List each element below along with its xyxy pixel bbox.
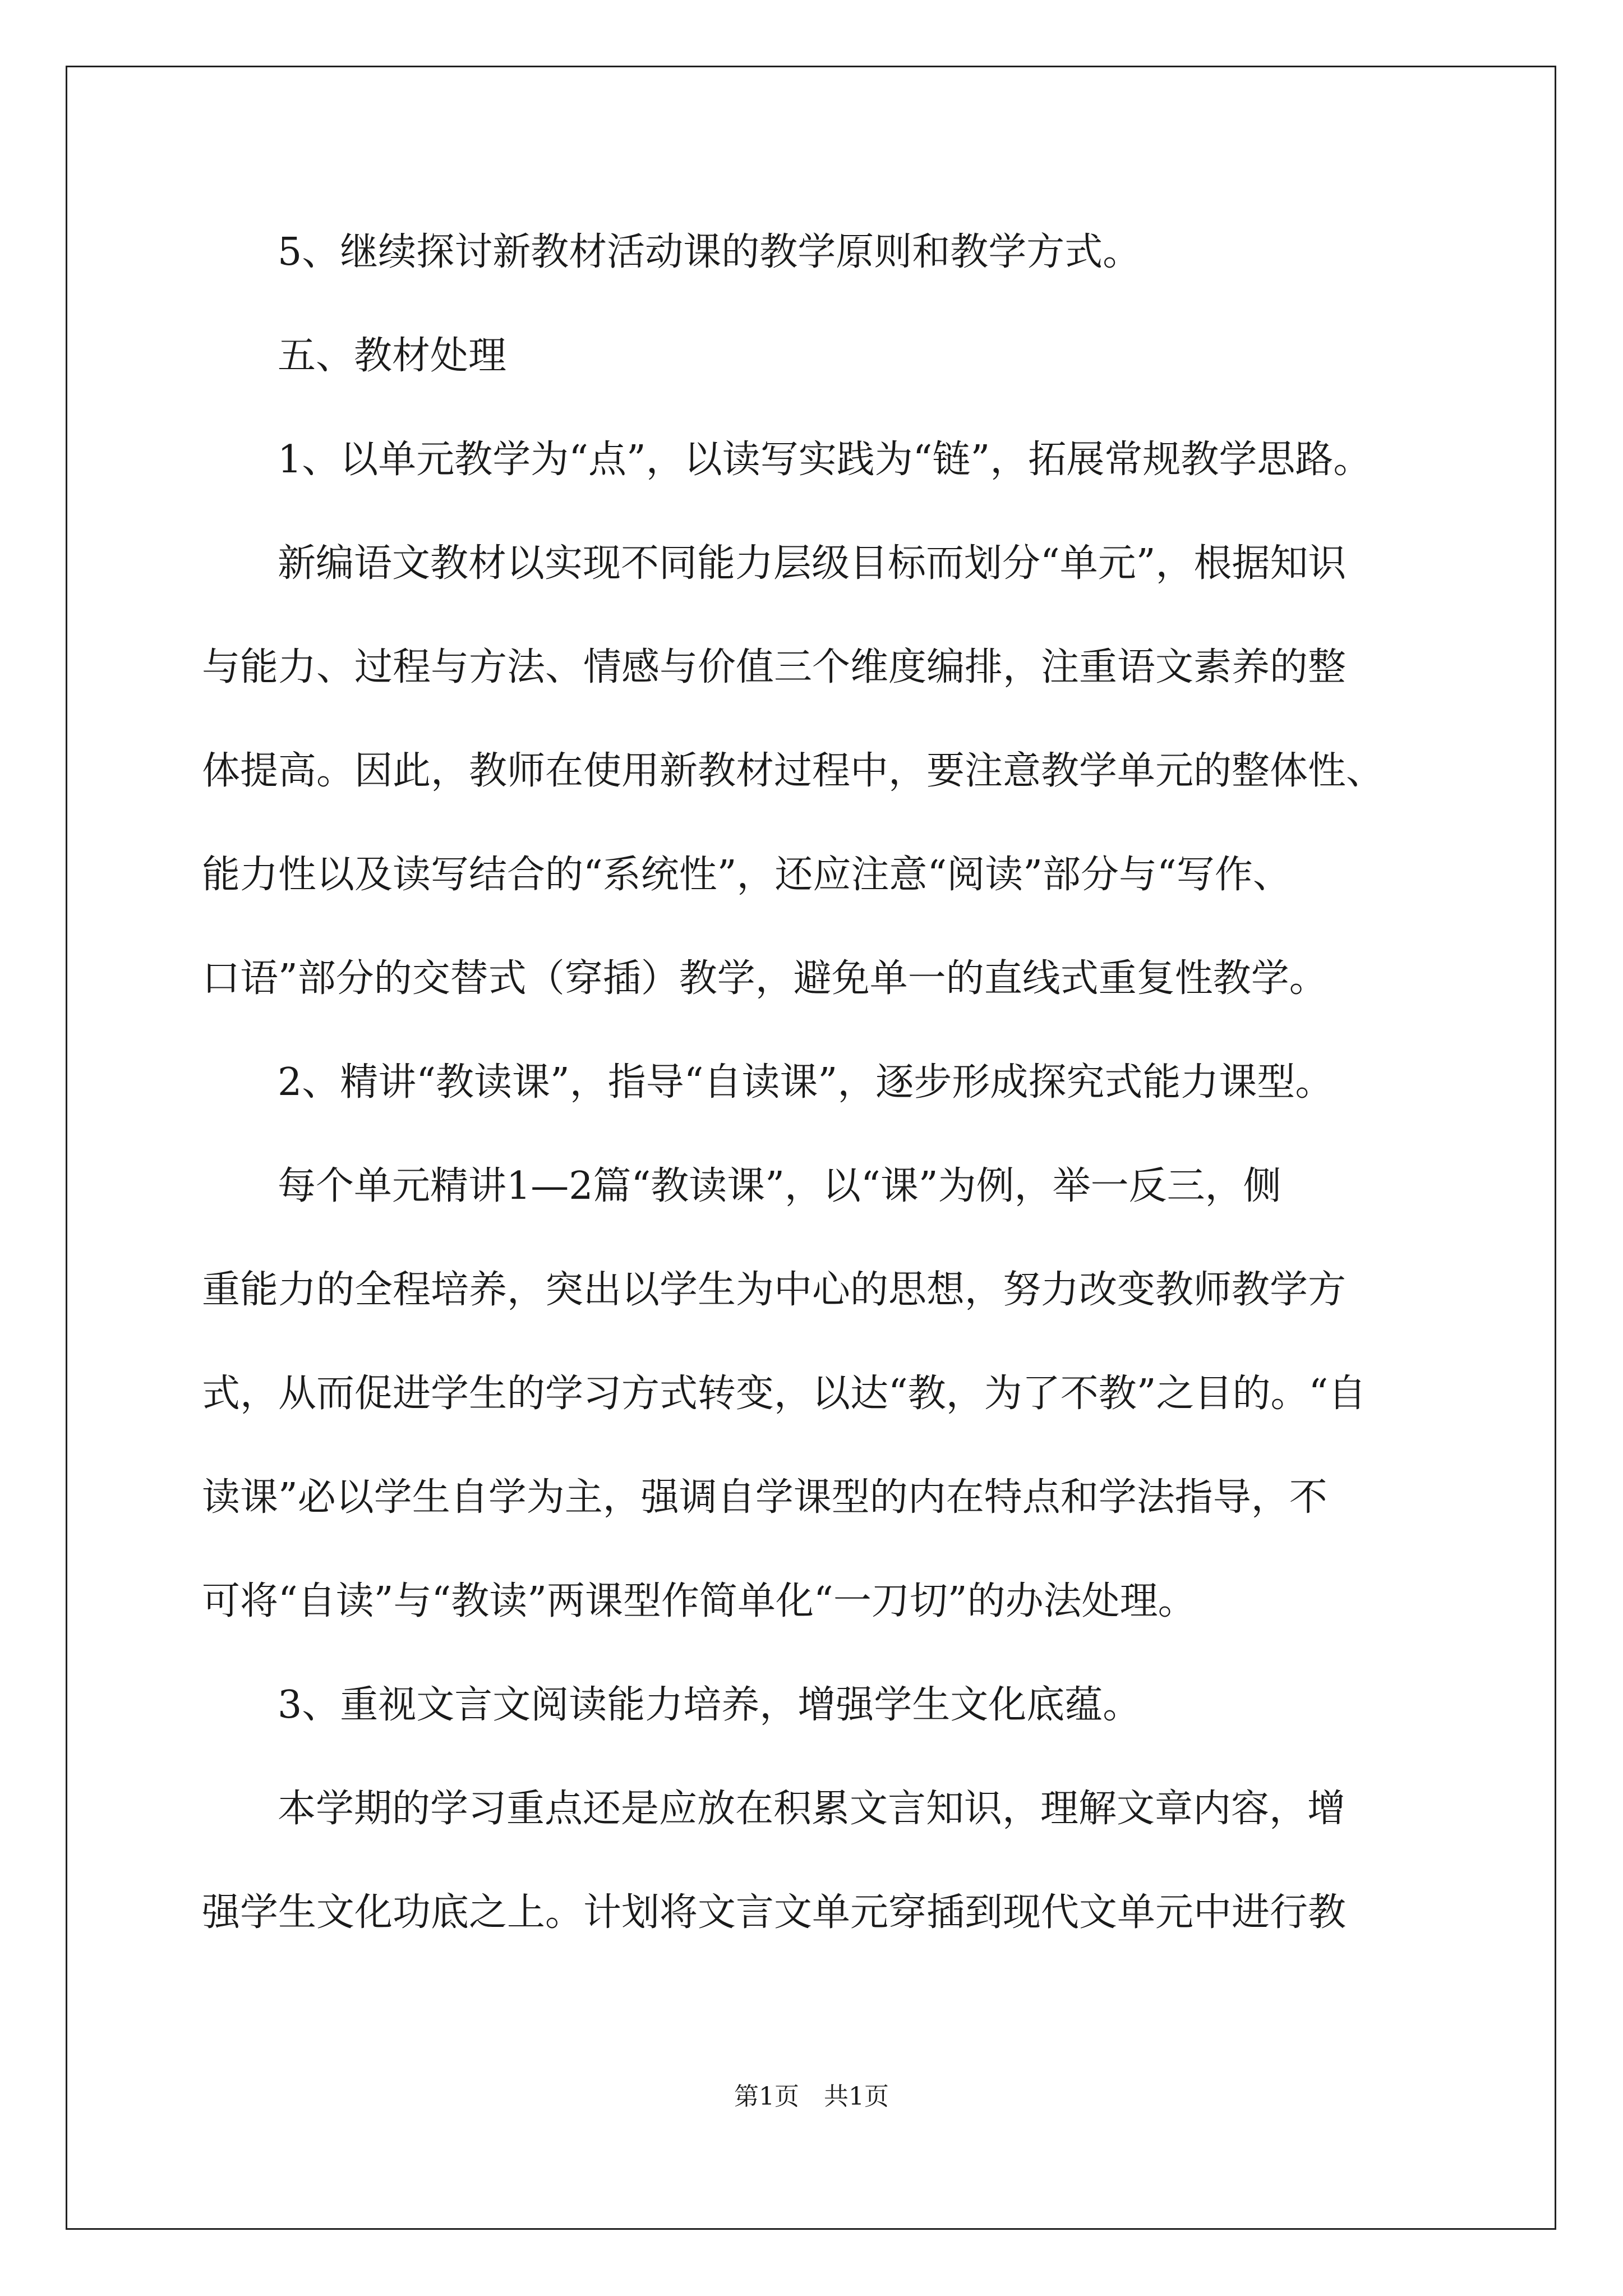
text-line: 本学期的学习重点还是应放在积累文言知识，理解文章内容，增: [278, 1787, 1346, 1831]
text-line: 与能力、过程与方法、情感与价值三个维度编排，注重语文素养的整: [202, 645, 1347, 689]
text-line: 1、以单元教学为“点”，以读写实践为“链”，拓展常规教学思路。: [278, 438, 1372, 482]
text-line: 读课”必以学生自学为主，强调自学课型的内在特点和学法指导，不: [202, 1475, 1327, 1520]
text-line: 式，从而促进学生的学习方式转变，以达“教，为了不教”之目的。“自: [202, 1372, 1367, 1416]
text-line: 能力性以及读写结合的“系统性”，还应注意“阅读”部分与“写作、: [202, 853, 1291, 897]
section-heading: 五、教材处理: [278, 334, 507, 378]
text-line: 强学生文化功底之上。计划将文言文单元穿插到现代文单元中进行教: [202, 1890, 1347, 1935]
text-line: 每个单元精讲1—2篇“教读课”，以“课”为例，举一反三，侧: [278, 1164, 1281, 1208]
text-line: 2、精讲“教读课”，指导“自读课”，逐步形成探究式能力课型。: [278, 1060, 1334, 1105]
text-line: 重能力的全程培养，突出以学生为中心的思想，努力改变教师教学方: [202, 1268, 1347, 1312]
page-footer: 第1页 共1页: [734, 2082, 889, 2111]
text-line: 3、重视文言文阅读能力培养，增强学生文化底蕴。: [278, 1683, 1141, 1727]
text-line: 体提高。因此，教师在使用新教材过程中，要注意教学单元的整体性、: [202, 749, 1385, 793]
text-line: 5、继续探讨新教材活动课的教学原则和教学方式。: [278, 230, 1141, 274]
text-line: 可将“自读”与“教读”两课型作简单化“一刀切”的办法处理。: [202, 1579, 1196, 1623]
text-line: 口语”部分的交替式（穿插）教学，避免单一的直线式重复性教学。: [202, 956, 1327, 1001]
text-line: 新编语文教材以实现不同能力层级目标而划分“单元”，根据知识: [278, 541, 1347, 586]
